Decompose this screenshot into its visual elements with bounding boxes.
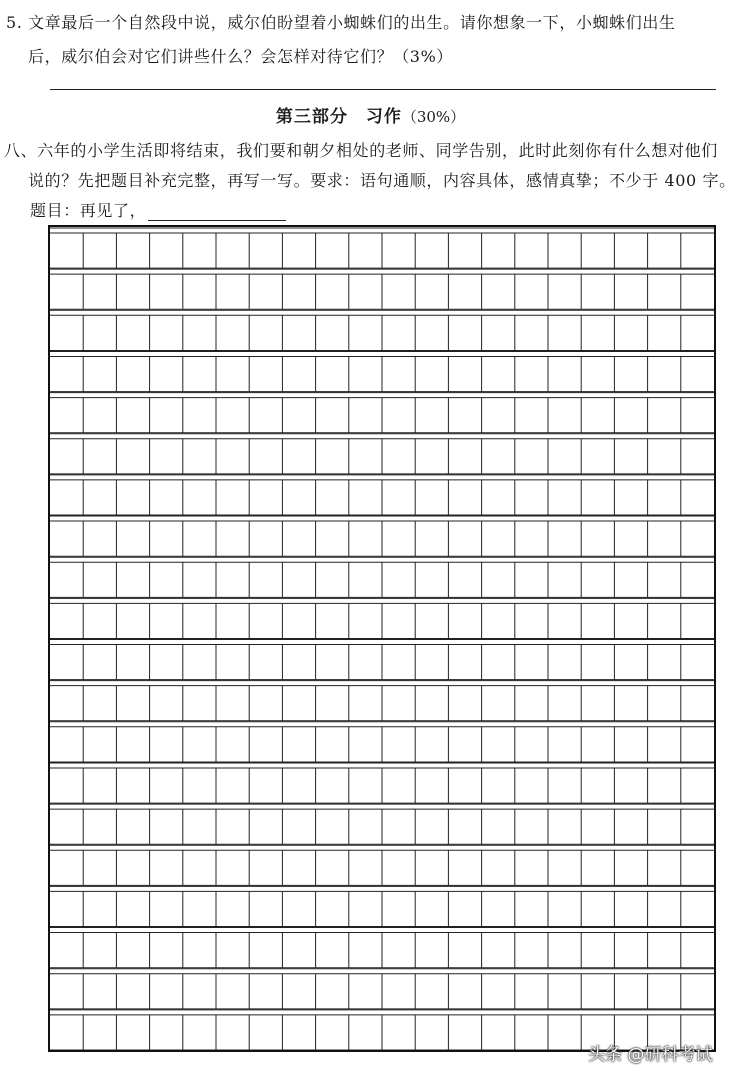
answer-line	[50, 89, 716, 90]
essay-title-blank[interactable]	[148, 204, 286, 221]
writing-grid[interactable]	[48, 225, 716, 1052]
essay-title-prompt: 题目：再见了，	[30, 201, 147, 220]
writing-grid-lines	[50, 227, 714, 1050]
question-8-text-line-2: 说的？先把题目补充完整，再写一写。要求：语句通顺，内容具体，感情真挚；不少于 400 字。	[28, 171, 736, 190]
section-percent: （30%）	[401, 108, 466, 126]
section-title	[0, 102, 741, 127]
section-title-text: 第三部分 习作	[275, 107, 402, 127]
question-5-text-line-1: 5. 文章最后一个自然段中说，威尔伯盼望着小蜘蛛们的出生。请你想象一下，小蜘蛛们出生	[6, 13, 676, 32]
question-8-text-line-1: 八、六年的小学生活即将结束，我们要和朝夕相处的老师、同学告别，此时此刻你有什么想对他们	[4, 141, 718, 160]
essay-title-line	[30, 198, 286, 221]
question-5-text-line-2: 后，威尔伯会对它们讲些什么？会怎样对待它们？（3%）	[28, 47, 453, 66]
watermark: 头条 @研科考试	[588, 1045, 713, 1065]
